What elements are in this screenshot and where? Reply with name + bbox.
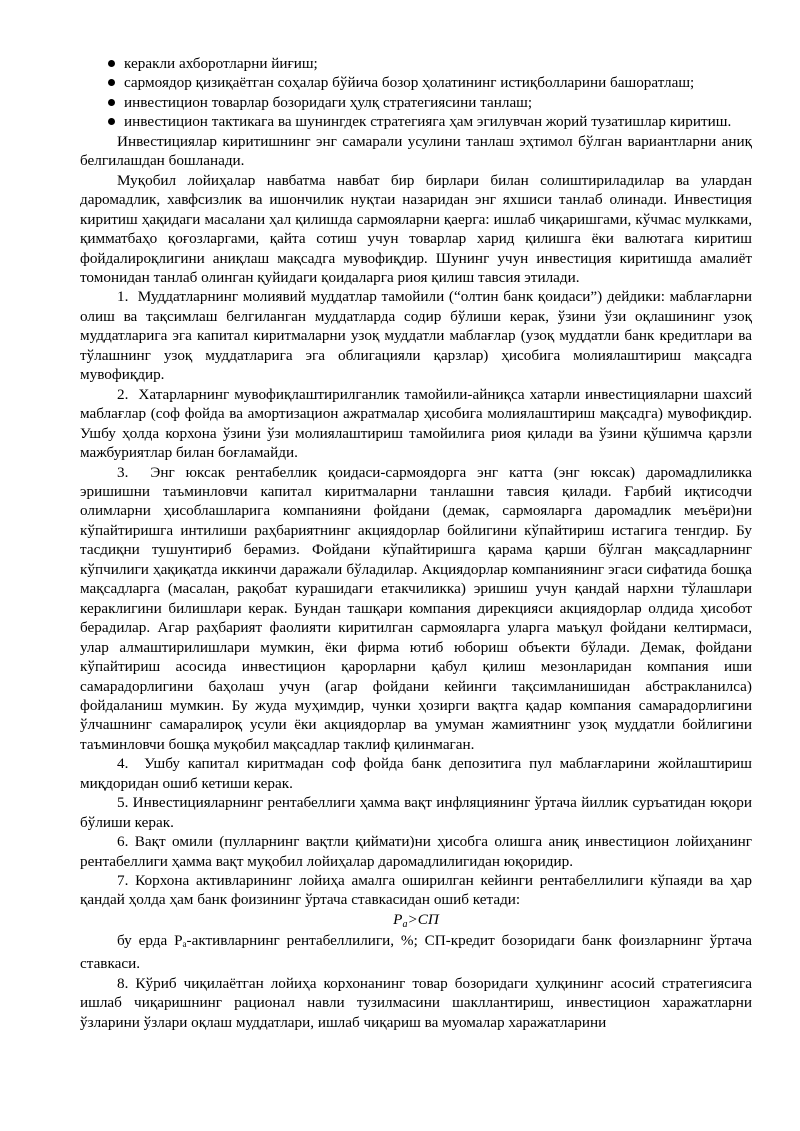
rule-8: 8. Кўриб чиқилаётган лойиҳа корхонанинг товар бозоридаги ҳулқининг асосий стратегиясига ишлаб чиқаришнинг рационал навли тузилмасини шакллантириш, инвестицион харажатларни ўзларини ўзлари оқлаш муддатлари, ишлаб чиқариш ва муомалар харажатларини [80,974,752,1031]
rule-3: 3. Энг юксак рентабеллик қоидаси-сармоядорга энг катта (энг юксак) даромадлиликка эришишни таъминловчи капитал киритмаларни танлашни тавсия қилади. Ғарбий иқтисодчи олимларни ҳисоблашларига компанияни фойдани (демак, сармояларга даромадлик меъёри)ни кўпайтиришга интилиши раҳбариятнинг акциядорлар бойлигини кўпайтириш истагига тенгдир. Бу тасдиқни тушунтириб берамиз. Фойдани кўпайтиришга қарама қарши бўлган мақсадларнинг кўпчилиги ҳақиқатда иккинчи даражали бўладилар. Акциядорлар компаниянинг эгаси сифатида бошқа мақсадларга (масалан, рақобат курашидаги етакчиликка) эришиш учун қандай нархни тўлашлари кераклигини билишлари керак. Бундан ташқари компания дирекцияси акциядорлар олдида ҳисобот берадилар. Агар раҳбарият фаолияти киритилган сармояларга уларга маъқул фойдани келтирмаси, улар алмаштирилишлари мумкин, ёки фирма ютиб юбориш объекти бўлади. Демак, фойдани кўпайтириш асосида инвестицион қарорларни қабул қилиш мезонларидан компания иши самарадорлигини баҳолаш учун (агар фойдани кейинги тақсимланишидан абстракланилса) фойдаланиш мумкин. Бу жуда муҳимдир, чунки ҳозирги вақтга қадар компания самарадорлигини ўлчашнинг самаралироқ усули ёки акциядорлар ва умуман жамиятнинг узоқ муддатли бойлигини таъминловчи бошқа муқобил мақсадлар таклиф қилинмаган. [80,463,752,753]
document-page [80,54,752,1032]
bullet-icon [108,118,115,125]
list-item: керакли ахборотларни йиғиш; [80,54,752,73]
paragraph: Инвестициялар киритишнинг энг самарали усулини танлаш эҳтимол бўлган вариантларни аниқ белгилашдан бошланади. [80,132,752,170]
bullet-list [80,54,752,132]
rule-1: 1. Муддатларнинг молиявий муддатлар тамойили (“олтин банк қоидаси”) дейдики: маблағларни олиш ва тақсимлаш белгиланган муддатларда содир бўлиши керак, ўзини ўзи оқлашининг узоқ муддатларига эга капитал киритмаларни узоқ муддатли маблағлар (узоқ муддатли банк кредитлари ва тўлашнинг узоқ муддатларига эга облигацияли қарзлар) ҳисобига молиялаштириш мақсадга мувофиқдир. [80,288,752,384]
paragraph: Муқобил лойиҳалар навбатма навбат бир бирлари билан солиштириладилар ва улардан даромадлик, хавфсизлик ва ишончилик нуқтаи назаридан энг яхшиси танлаб олинади. Инвестиция киритиш ҳақидаги масалани ҳал қилишда сармояларни қаерга: ишлаб чиқаришгами, кўчмас мулкками, қимматбаҳо қоғозларгами, қайта сотиш учун товарлар харид қилишга ёки валютага киритиш фойдалироқлигини аниқлаш мақсадга мувофиқдир. Шунинг учун инвестиция киритишда амалиёт томонидан танлаб олинган қуйидаги қоидаларга риоя қилиш тавсия этилади. [80,171,752,286]
list-item: сармоядор қизиқаётган соҳалар бўйича бозор ҳолатининг истиқболларини башоратлаш; [80,73,752,92]
formula-explanation: бу ерда Ра-активларнинг рентабеллилиги, %; СП-кредит бозоридаги банк фоизларнинг ўртача ставкаси. [80,931,752,973]
list-item: инвестицион тактикага ва шунингдек стратегияга ҳам эгилувчан жорий тузатишлар киритиш. [80,112,752,131]
bullet-icon [108,60,115,67]
rule-5: 5. Инвестицияларнинг рентабеллиги ҳамма вақт инфляциянинг ўртача йиллик суръатидан юқори бўлиши керак. [80,794,752,831]
rule-4: 4. Ушбу капитал киритмадан соф фойда банк депозитига пул маблағларини жойлаштириш миқдоридан ошиб кетиши керак. [80,755,752,792]
bullet-icon [108,99,115,106]
rule-6: 6. Вақт омили (пулларнинг вақтли қиймати)ни ҳисобга олишга аниқ инвестицион лойиҳанинг рентабеллиги ҳамма вақт муқобил лойиҳалар даромадлилигидан юқоридир. [80,833,752,870]
list-item: инвестицион товарлар бозоридаги ҳулқ стратегиясини танлаш; [80,93,752,112]
formula: $Р_а>СП$ [393,910,439,930]
rule-7: 7. Корхона активларининг лойиҳа амалга оширилган кейинги рентабеллилиги кўпаяди ва ҳар қандай ҳолда ҳам банк фоизининг ўртача ставкасидан ошиб кетади: [80,872,752,909]
rule-2: 2. Хатарларнинг мувофиқлаштирилганлик тамойили-айниқса хатарли инвестицияларни шахсий маблағлар (соф фойда ва амортизацион ажратмалар ҳисобига молиялаштириш мақсадга) мувофиқдир. Ушбу ҳолда корхона ўзини ўзи молиялаштириш тамойилига риоя қилади ва ўзини қўшимча қарзли мажбуриятлар билан боғламайди. [80,385,752,462]
bullet-icon [108,79,115,86]
